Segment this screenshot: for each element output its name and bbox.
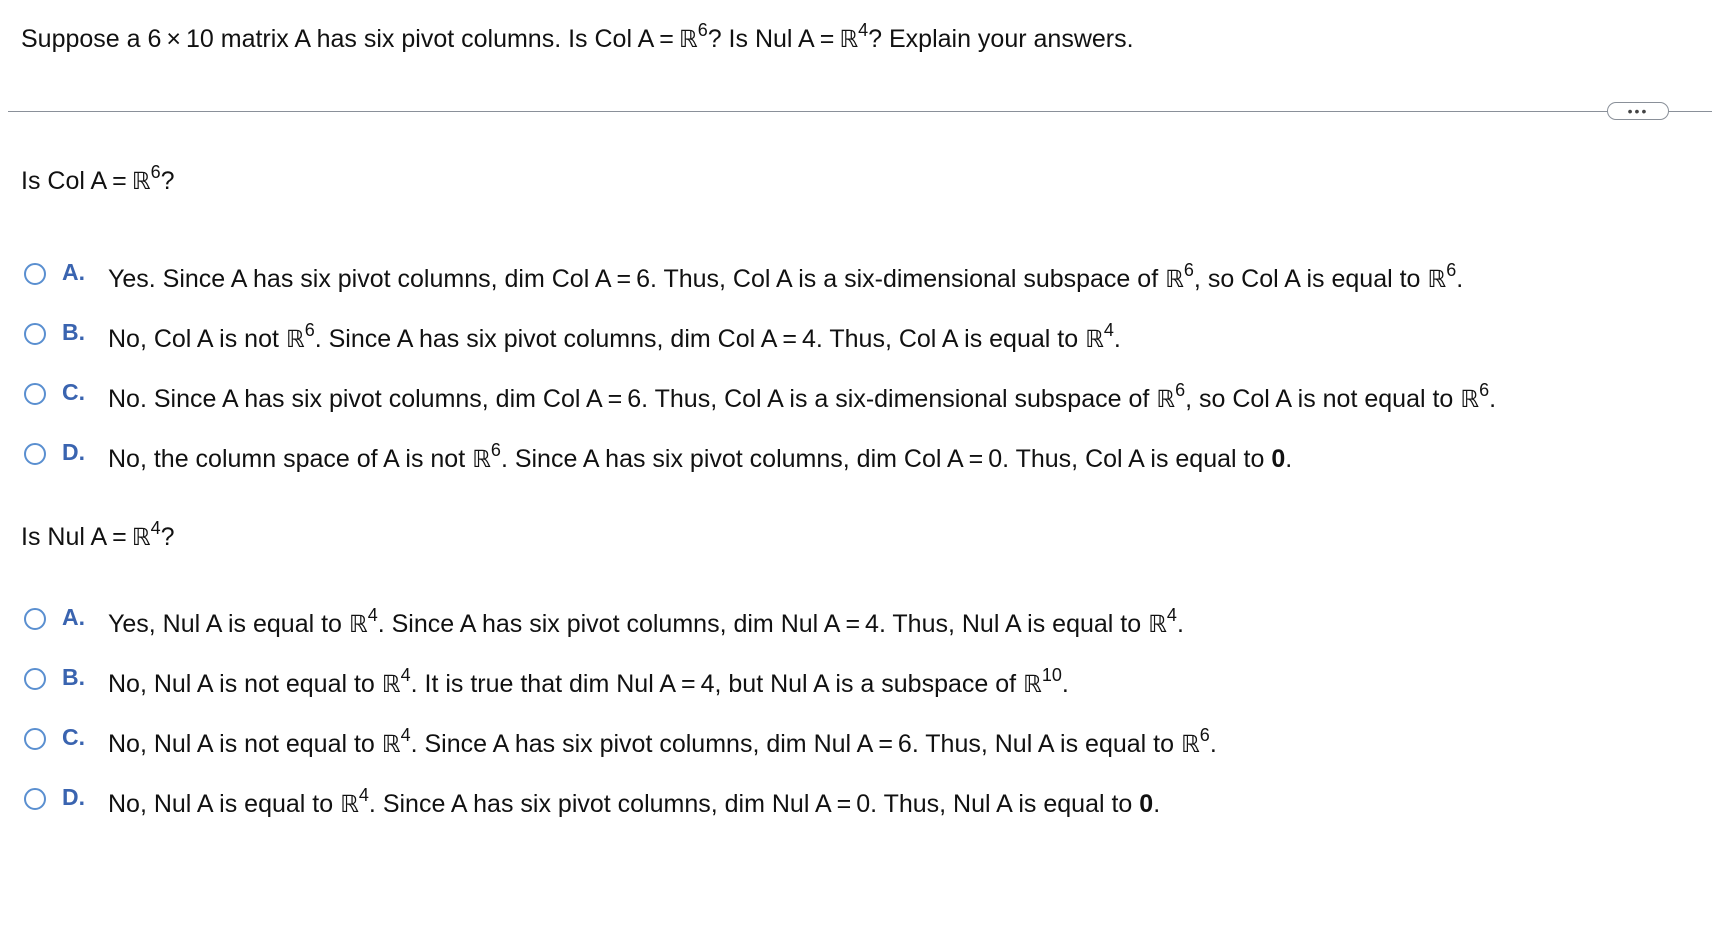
part2-title: Is Nul A = ℝ$^4$? <box>21 517 175 551</box>
ellipsis-icon: ••• <box>1627 103 1649 119</box>
real-set-symbol: ℝ <box>678 25 698 53</box>
option-text: No. Since A has six pivot columns, dim Col A = 6. Thus, Col A is a six-dimensional subspace of ℝ$^6$, so Col A is not equal to ℝ$^6$. <box>108 379 1497 413</box>
radio-button[interactable] <box>24 443 46 465</box>
radio-button[interactable] <box>24 383 46 405</box>
radio-button[interactable] <box>24 668 46 690</box>
more-options-button[interactable] <box>1607 102 1669 120</box>
radio-button[interactable] <box>24 608 46 630</box>
option-text: Yes. Since A has six pivot columns, dim Col A = 6. Thus, Col A is a six-dimensional subspace of ℝ$^6$, so Col A is equal to ℝ$^6$. <box>108 259 1464 293</box>
option-text: No, Col A is not ℝ$^6$. Since A has six pivot columns, dim Col A = 4. Thus, Col A is equal to ℝ$^4$. <box>108 319 1121 353</box>
option-text: Yes, Nul A is equal to ℝ$^4$. Since A has six pivot columns, dim Nul A = 4. Thus, Nul A is equal to ℝ$^4$. <box>108 604 1184 638</box>
option-text: No, Nul A is not equal to ℝ$^4$. Since A has six pivot columns, dim Nul A = 6. Thus, Nul A is equal to ℝ$^6$. <box>108 724 1217 758</box>
radio-button[interactable] <box>24 323 46 345</box>
part1-title: Is Col A = ℝ$^6$? <box>21 161 175 195</box>
real-set-symbol: ℝ <box>839 25 859 53</box>
option-text: No, the column space of A is not ℝ$^6$. Since A has six pivot columns, dim Col A = 0. Thus, Col A is equal to 0. <box>108 439 1293 473</box>
radio-button[interactable] <box>24 728 46 750</box>
radio-button[interactable] <box>24 788 46 810</box>
question-text: Suppose a 6 × 10 matrix A has six pivot columns. Is Col A = ℝ$^6$? Is Nul A = ℝ$^4$? Explain your answers. <box>21 19 1134 53</box>
option-text: No, Nul A is not equal to ℝ$^4$. It is true that dim Nul A = 4, but Nul A is a subspace of ℝ$^{10}$. <box>108 664 1069 698</box>
option-text: No, Nul A is equal to ℝ$^4$. Since A has six pivot columns, dim Nul A = 0. Thus, Nul A is equal to 0. <box>108 784 1161 818</box>
section-divider <box>8 111 1712 112</box>
radio-button[interactable] <box>24 263 46 285</box>
